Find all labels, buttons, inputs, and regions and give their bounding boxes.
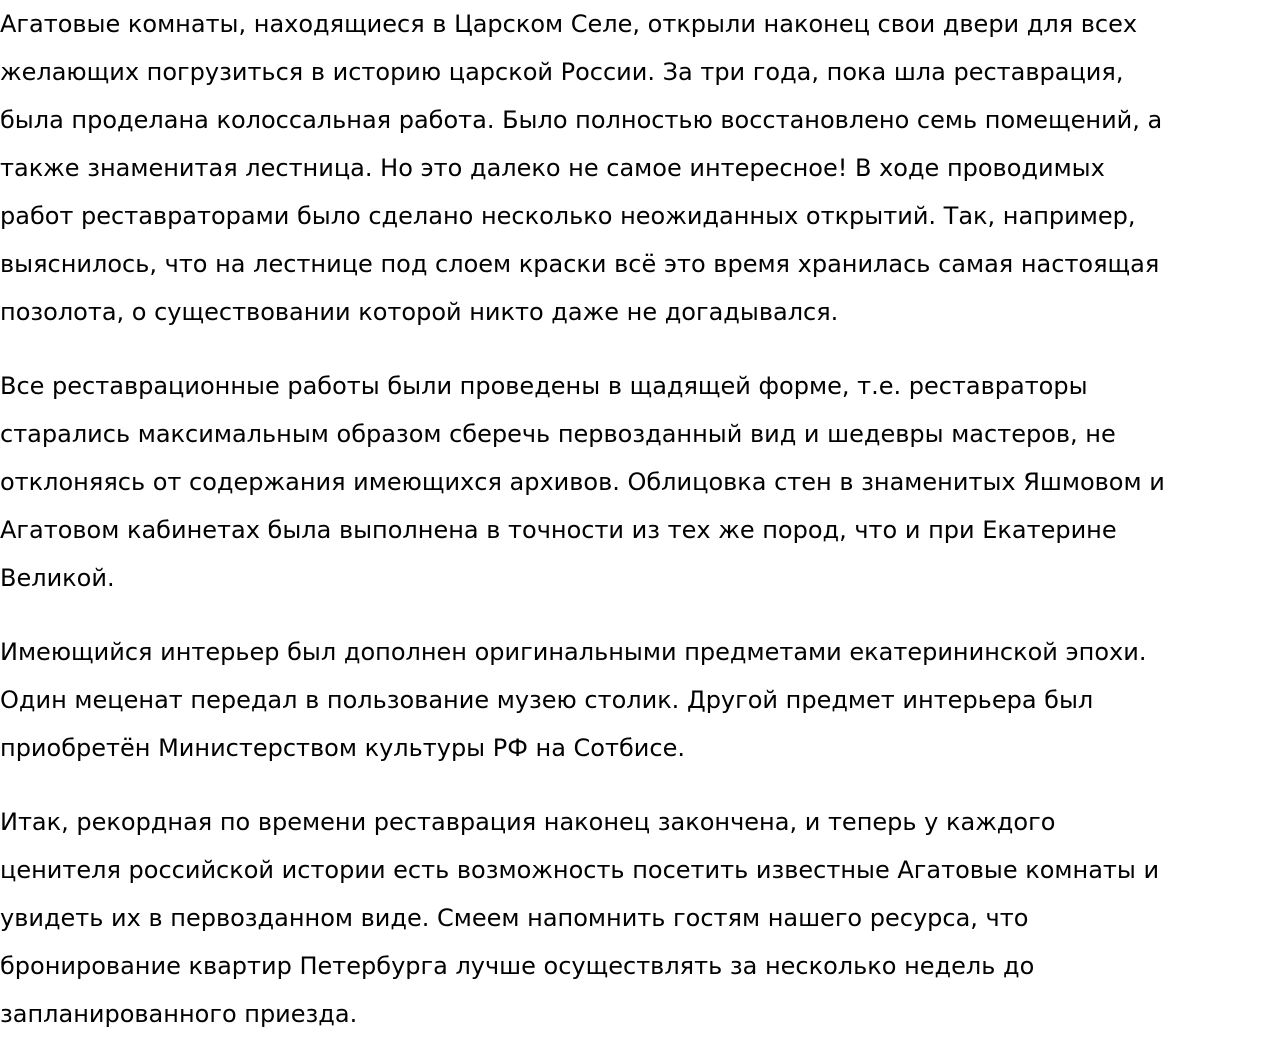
text-line: желающих погрузиться в историю царской России. За три года, пока шла реставрация,	[0, 58, 1124, 86]
text-line: запланированного приезда.	[0, 1000, 358, 1028]
text-line: Великой.	[0, 564, 115, 592]
text-line: ценителя российской истории есть возможность посетить известные Агатовые комнаты и	[0, 856, 1160, 884]
text-line: Итак, рекордная по времени реставрация наконец закончена, и теперь у каждого	[0, 808, 1056, 836]
text-line: бронирование квартир Петербурга лучше осуществлять за несколько недель до	[0, 952, 1035, 980]
text-line: Агатовом кабинетах была выполнена в точности из тех же пород, что и при Екатерине	[0, 516, 1117, 544]
paragraph-3	[0, 628, 1268, 772]
text-line: приобретён Министерством культуры РФ на Сотбисе.	[0, 734, 685, 762]
text-line: позолота, о существовании которой никто даже не догадывался.	[0, 298, 839, 326]
text-line: выяснилось, что на лестнице под слоем краски всё это время хранилась самая настоящая	[0, 250, 1160, 278]
text-line: также знаменитая лестница. Но это далеко не самое интересное! В ходе проводимых	[0, 154, 1105, 182]
text-line: Агатовые комнаты, находящиеся в Царском Селе, открыли наконец свои двери для всех	[0, 10, 1138, 38]
paragraph-4	[0, 798, 1268, 1038]
paragraph-2	[0, 362, 1268, 602]
text-line: Все реставрационные работы были проведены в щадящей форме, т.е. реставраторы	[0, 372, 1088, 400]
paragraph-1	[0, 0, 1268, 336]
text-line: была проделана колоссальная работа. Было полностью восстановлено семь помещений, а	[0, 106, 1163, 134]
text-line: старались максимальным образом сберечь первозданный вид и шедевры мастеров, не	[0, 420, 1116, 448]
text-line: работ реставраторами было сделано несколько неожиданных открытий. Так, например,	[0, 202, 1136, 230]
text-line: увидеть их в первозданном виде. Смеем напомнить гостям нашего ресурса, что	[0, 904, 1029, 932]
text-line: Имеющийся интерьер был дополнен оригинальными предметами екатерининской эпохи.	[0, 638, 1147, 666]
text-line: отклоняясь от содержания имеющихся архивов. Облицовка стен в знаменитых Яшмовом и	[0, 468, 1165, 496]
text-line: Один меценат передал в пользование музею столик. Другой предмет интерьера был	[0, 686, 1094, 714]
